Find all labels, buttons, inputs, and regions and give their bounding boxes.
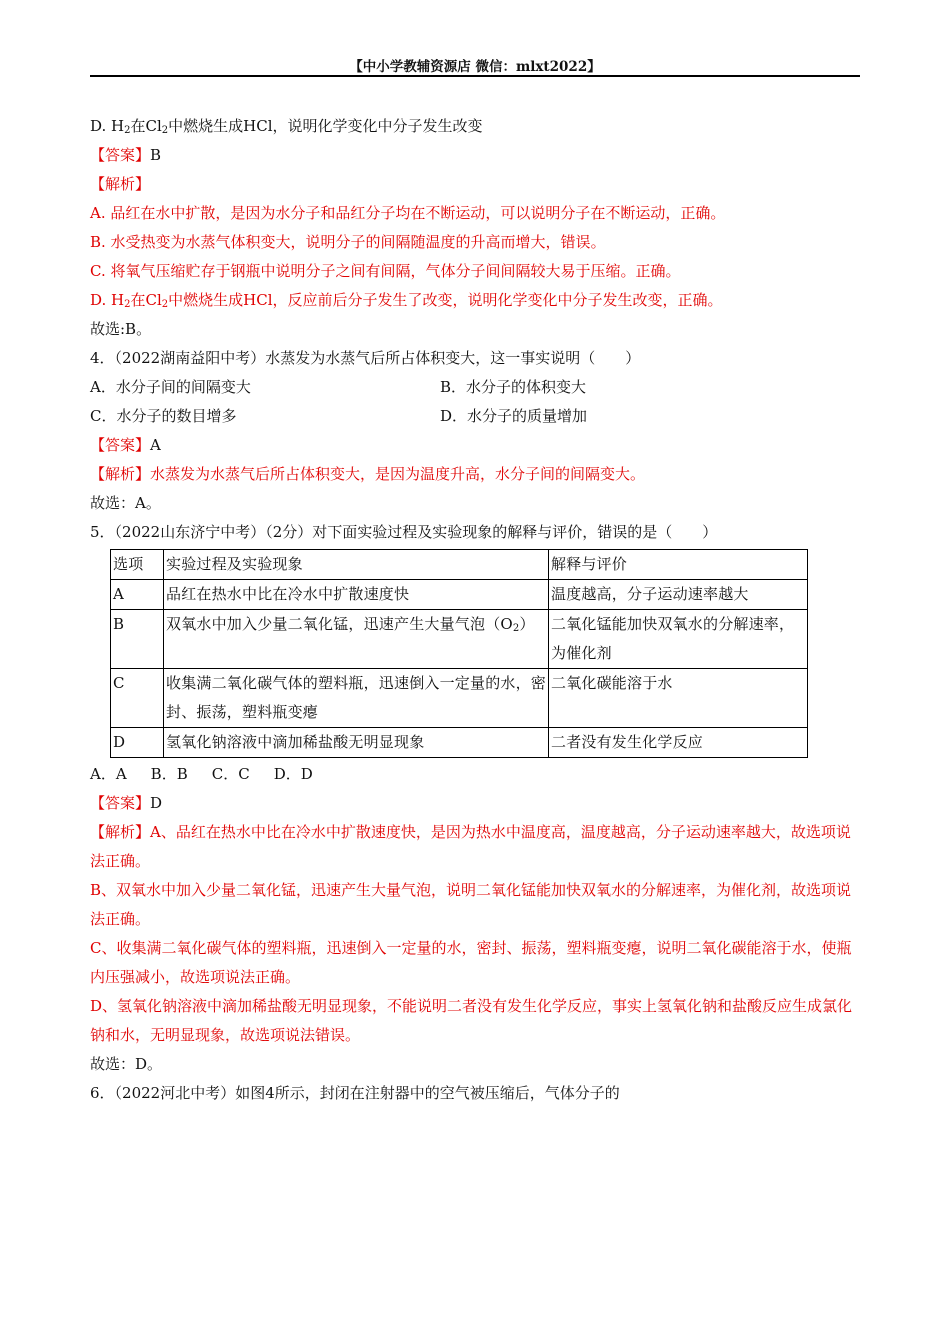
table-cell-option: B — [111, 610, 164, 669]
table-cell-option: A — [111, 580, 164, 610]
q4-analysis: 【解析】水蒸发为水蒸气后所占体积变大，是因为温度升高，水分子间的间隔变大。 — [90, 465, 646, 483]
page-header: 【中小学教辅资源店 微信：mlxt2022】 — [349, 59, 601, 75]
q5-analysis-c: C、收集满二氧化碳气体的塑料瓶，迅速倒入一定量的水，密封、振荡，塑料瓶变瘪，说明二氧化碳能溶于水，使瓶内压强减小，故选项说法正确。 — [90, 939, 852, 986]
table-cell-explain: 二氧化碳能溶于水 — [549, 669, 808, 728]
q4-options-row-2 — [90, 402, 860, 431]
q5-stem: 5．（2022山东济宁中考）（2分）对下面实验过程及实验现象的解释与评价，错误的是（ ） — [90, 523, 718, 541]
table-row — [111, 610, 808, 669]
q3-analysis-tag: 【解析】 — [90, 175, 151, 193]
table-cell-option: C — [111, 669, 164, 728]
q6-stem: 6．（2022河北中考）如图4所示，封闭在注射器中的空气被压缩后，气体分子的 — [90, 1084, 620, 1102]
table-cell-process: 氢氧化钠溶液中滴加稀盐酸无明显现象 — [164, 728, 549, 758]
q3-conclusion: 故选:B。 — [90, 320, 152, 338]
q4-option-d: D．水分子的质量增加 — [440, 407, 588, 425]
q5-conclusion: 故选：D。 — [90, 1055, 163, 1073]
table-cell-process: 收集满二氧化碳气体的塑料瓶，迅速倒入一定量的水，密封、振荡，塑料瓶变瘪 — [164, 669, 549, 728]
q5-analysis-d: D、氢氧化钠溶液中滴加稀盐酸无明显现象，不能说明二者没有发生化学反应，事实上氢氧化钠和盐酸反应生成氯化钠和水，无明显现象，故选项说法错误。 — [90, 997, 853, 1044]
table-header-cell: 实验过程及实验现象 — [164, 550, 549, 580]
q3-analysis-b: B. 水受热变为水蒸气体积变大，说明分子的间隔随温度的升高而增大，错误。 — [90, 233, 606, 251]
table-header-cell: 选项 — [111, 550, 164, 580]
q5-option-a: A．A — [90, 765, 127, 783]
q5-answer: 【答案】D — [90, 794, 163, 812]
document-body — [90, 112, 860, 1108]
q3-analysis-c: C. 将氧气压缩贮存于钢瓶中说明分子之间有间隔，气体分子间间隔较大易于压缩。正确。 — [90, 262, 681, 280]
q5-experiment-table — [110, 549, 808, 758]
q5-options — [90, 760, 860, 789]
q4-option-b: B．水分子的体积变大 — [440, 378, 587, 396]
table-cell-process: 品红在热水中比在冷水中扩散速度快 — [164, 580, 549, 610]
q3-analysis-a: A. 品红在水中扩散，是因为水分子和品红分子均在不断运动，可以说明分子在不断运动，正确。 — [90, 204, 726, 222]
q4-option-c: C．水分子的数目增多 — [90, 407, 237, 425]
q3-analysis-d: D. $H_2$在$Cl_2$中燃烧生成HCl，反应前后分子发生了改变，说明化学变化中分子发生改变，正确。 — [90, 291, 723, 310]
q4-stem: 4．（2022湖南益阳中考）水蒸发为水蒸气后所占体积变大，这一事实说明（ ） — [90, 349, 641, 367]
table-row — [111, 580, 808, 610]
table-cell-process: 双氧水中加入少量二氧化锰，迅速产生大量气泡$(O_2)$ — [164, 610, 549, 669]
table-header-row — [111, 550, 808, 580]
table-cell-explain: 温度越高，分子运动速率越大 — [549, 580, 808, 610]
q4-conclusion: 故选：A。 — [90, 494, 161, 512]
table-cell-option: D — [111, 728, 164, 758]
table-header-cell: 解释与评价 — [549, 550, 808, 580]
q4-options-row-1 — [90, 373, 860, 402]
q4-option-a: A．水分子间的间隔变大 — [90, 378, 251, 396]
q4-answer: 【答案】A — [90, 436, 161, 454]
table-cell-explain: 二氧化锰能加快双氧水的分解速率，为催化剂 — [549, 610, 808, 669]
q5-analysis-a: 【解析】A、品红在热水中比在冷水中扩散速度快，是因为热水中温度高，温度越高，分子运动速率越大，故选项说法正确。 — [90, 823, 851, 870]
q5-option-b: B．B — [150, 765, 188, 783]
q5-option-d: D．D — [273, 765, 313, 783]
table-row — [111, 728, 808, 758]
q5-option-c: C．C — [211, 765, 250, 783]
table-cell-explain: 二者没有发生化学反应 — [549, 728, 808, 758]
q3-option-d: D. $H_2$在$Cl_2$中燃烧生成HCl，说明化学变化中分子发生改变 — [90, 117, 483, 136]
q5-analysis-b: B、双氧水中加入少量二氧化锰，迅速产生大量气泡，说明二氧化锰能加快双氧水的分解速率，为催化剂，故选项说法正确。 — [90, 881, 852, 928]
answer-tag: 【答案】 — [90, 146, 151, 164]
q3-answer: 【答案】B — [90, 146, 162, 164]
header-rule — [90, 75, 860, 77]
table-row — [111, 669, 808, 728]
